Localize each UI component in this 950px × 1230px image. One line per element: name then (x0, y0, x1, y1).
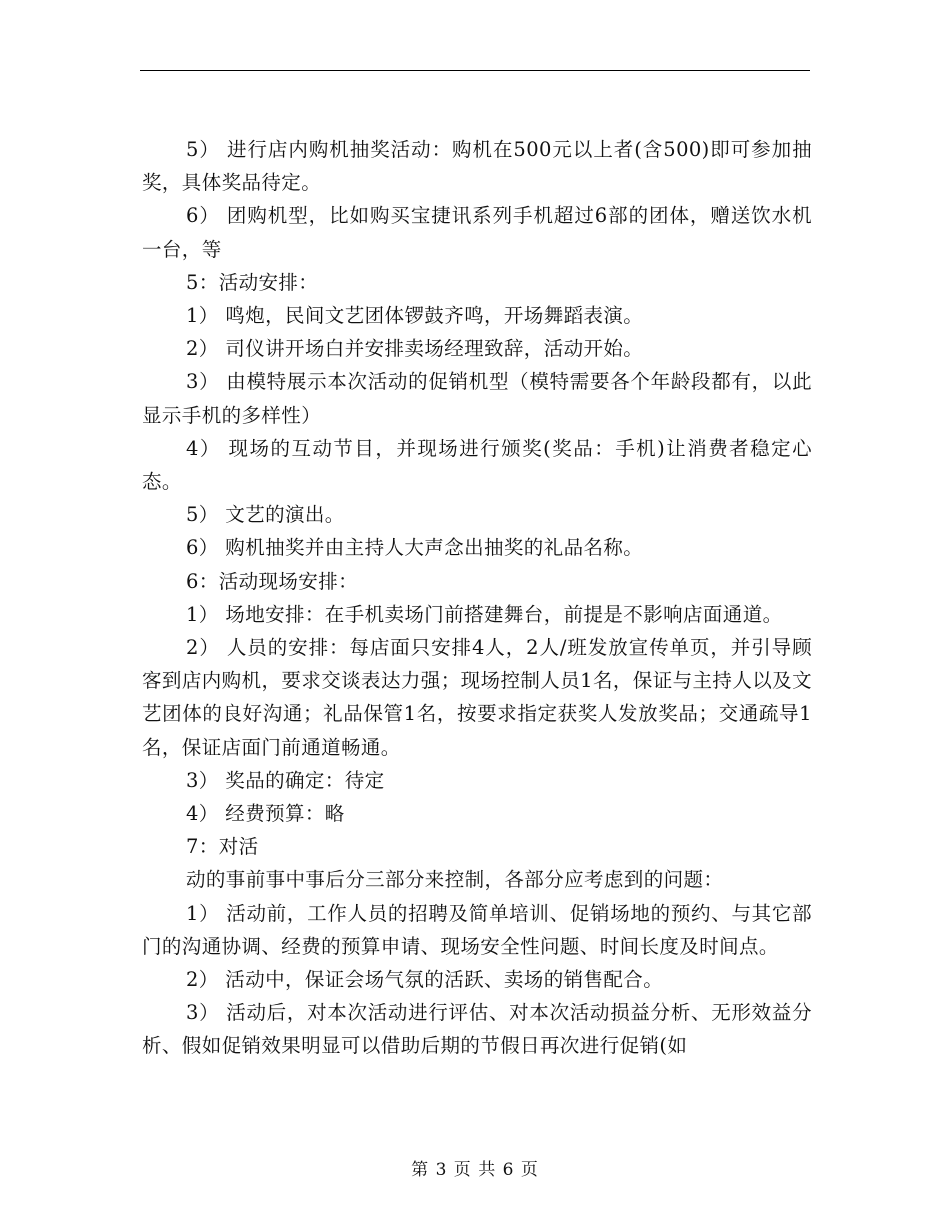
paragraph: 动的事前事中事后分三部分来控制，各部分应考虑到的问题： (186, 868, 724, 892)
paragraph: 3） 由模特展示本次活动的促销机型（模特需要各个年龄段都有，以此显示手机的多样性） (142, 370, 812, 427)
paragraph: 2） 活动中，保证会场气氛的活跃、卖场的销售配合。 (186, 968, 664, 992)
section-heading: 5：活动安排： (186, 270, 319, 294)
page-number: 第 3 页 共 6 页 (411, 1160, 539, 1180)
paragraph: 6） 购机抽奖并由主持人大声念出抽奖的礼品名称。 (186, 536, 644, 560)
paragraph: 5） 进行店内购机抽奖活动：购机在500元以上者(含500)即可参加抽奖，具体奖品待定。 (142, 138, 812, 195)
paragraph: 3） 活动后，对本次活动进行评估、对本次活动损益分析、无形效益分析、假如促销效果明显可以借助后期的节假日再次进行促销(如 (142, 1001, 812, 1058)
paragraph: 4） 现场的互动节目，并现场进行颁奖(奖品：手机)让消费者稳定心态。 (142, 436, 812, 494)
paragraph: 1） 鸣炮，民间文艺团体锣鼓齐鸣，开场舞蹈表演。 (186, 304, 644, 328)
paragraph: 1） 场地安排：在手机卖场门前搭建舞台，前提是不影响店面通道。 (186, 602, 783, 626)
header-rule (140, 70, 810, 71)
document-body (142, 133, 812, 1063)
section-heading: 6：活动现场安排： (186, 569, 359, 593)
paragraph: 5） 文艺的演出。 (186, 503, 345, 527)
section-heading: 7：对活 (186, 835, 259, 859)
paragraph: 6） 团购机型，比如购买宝捷讯系列手机超过6部的团体，赠送饮水机一台，等 (142, 204, 812, 261)
paragraph: 2） 人员的安排：每店面只安排4人，2人/班发放宣传单页，并引导顾客到店内购机，要求交谈表达力强；现场控制人员1名，保证与主持人以及文艺团体的良好沟通；礼品保管1名，按要求指定获奖人发放奖品；交通疏导1名，保证店面门前通道畅通。 (142, 636, 812, 759)
paragraph: 3） 奖品的确定：待定 (186, 768, 385, 792)
paragraph: 1） 活动前，工作人员的招聘及简单培训、促销场地的预约、与其它部门的沟通协调、经费的预算申请、现场安全性问题、时间长度及时间点。 (142, 901, 812, 958)
paragraph: 2） 司仪讲开场白并安排卖场经理致辞，活动开始。 (186, 337, 644, 361)
paragraph: 4） 经费预算：略 (186, 802, 345, 826)
